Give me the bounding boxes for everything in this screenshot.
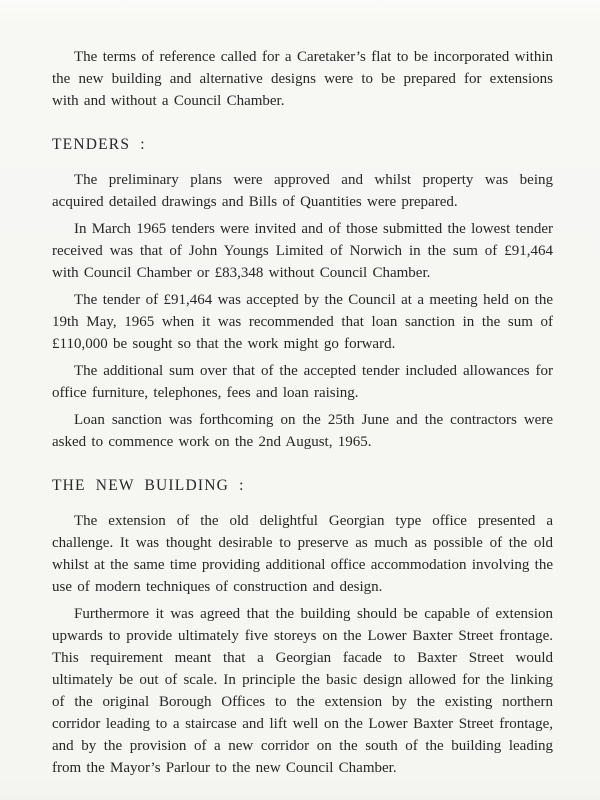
para-terms-of-reference: The terms of reference called for a Caretaker’s flat to be incorporated within the new building and alternative designs were to be prepared for extensions with and without a Council Chamber. bbox=[52, 49, 553, 109]
para-additional-sum: The additional sum over that of the accepted tender included allowances for office furniture, telephones, fees and loan raising. bbox=[52, 363, 553, 401]
para-tender-accepted: The tender of £91,464 was accepted by the Council at a meeting held on the 19th May, 1965 when it was recommended that loan sanction in the sum of £110,000 be sought so that the work might go forward. bbox=[52, 292, 553, 352]
para-furthermore-extension: Furthermore it was agreed that the building should be capable of extension upwards to provide ultimately five storeys on the Lower Baxter Street frontage. This requirement meant that a Georgian facade to Baxter Street would ultimately be out of scale. In principle the basic design allowed for the linking of the original Borough Offices to the extension by the existing northern corridor leading to a staircase and lift well on the Lower Baxter Street frontage, and by the provision of a new corridor on the south of the building leading from the Mayor’s Parlour to the new Council Chamber. bbox=[52, 606, 553, 776]
para-extension-challenge: The extension of the old delightful Georgian type office presented a challenge. It was thought desirable to preserve as much as possible of the old whilst at the same time providing additional office accommodation involving the use of modern techniques of construction and design. bbox=[52, 513, 553, 595]
para-loan-sanction: Loan sanction was forthcoming on the 25th June and the contractors were asked to commence work on the 2nd August, 1965. bbox=[52, 412, 553, 450]
para-preliminary-plans: The preliminary plans were approved and whilst property was being acquired detailed drawings and Bills of Quantities were prepared. bbox=[52, 172, 553, 210]
section-heading-tenders: TENDERS : bbox=[52, 136, 146, 153]
section-heading-the-new-building: THE NEW BUILDING : bbox=[52, 477, 245, 494]
para-march-1965-tenders: In March 1965 tenders were invited and of those submitted the lowest tender received was that of John Youngs Limited of Norwich in the sum of £91,464 with Council Chamber or £83,348 without Council Chamber. bbox=[52, 221, 553, 281]
